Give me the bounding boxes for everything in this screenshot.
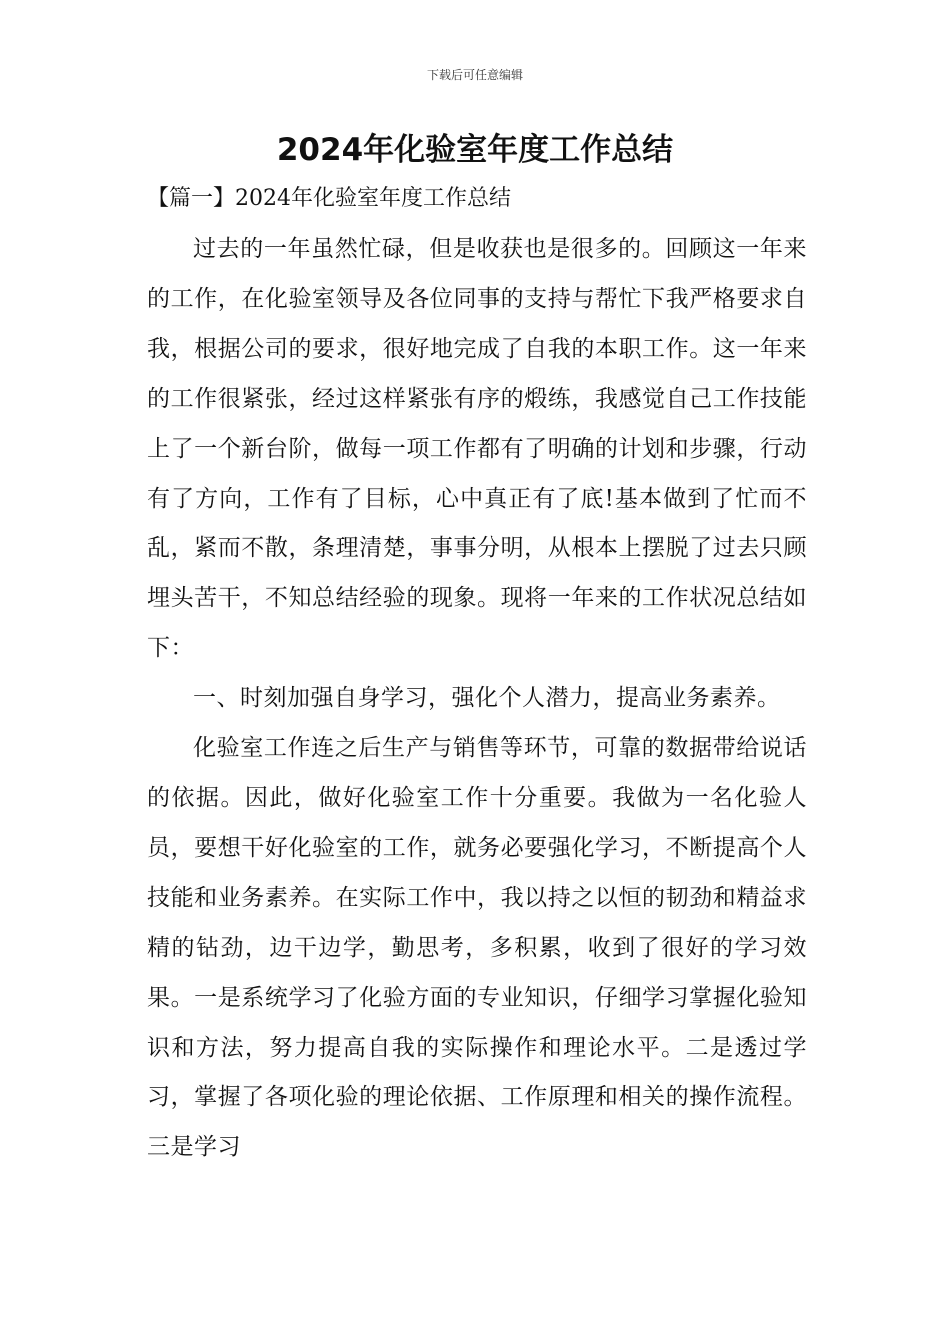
paragraph-study: 化验室工作连之后生产与销售等环节，可靠的数据带给说话的依据。因此，做好化验室工作十分重要。我做为一名化验人员，要想干好化验室的工作，就务必要强化学习，不断提高个人技能和业务素养。在实际工作中，我以持之以恒的韧劲和精益求精的钻劲，边干边学，勤思考，多积累，收到了很好的学习效果。一是系统学习了化验方面的专业知识，仔细学习掌握化验知识和方法，努力提高自我的实际操作和理论水平。二是透过学习，掌握了各项化验的理论依据、工作原理和相关的操作流程。三是学习: [147, 735, 807, 1161]
paragraph-intro: 过去的一年虽然忙碌，但是收获也是很多的。回顾这一年来的工作，在化验室领导及各位同事的支持与帮忙下我严格要求自我，根据公司的要求，很好地完成了自我的本职工作。这一年来的工作很紧张，经过这样紧张有序的煅练，我感觉自己工作技能上了一个新台阶，做每一项工作都有了明确的计划和步骤，行动有了方向，工作有了目标，心中真正有了底!基本做到了忙而不乱，紧而不散，条理清楚，事事分明，从根本上摆脱了过去只顾埋头苦干，不知总结经验的现象。现将一年来的工作状况总结如下：: [147, 236, 807, 662]
paragraph-point-one: 一、时刻加强自身学习，强化个人潜力，提高业务素养。: [193, 685, 781, 712]
header-note: 下载后可任意编辑: [426, 68, 523, 82]
body-text: [147, 225, 807, 1173]
document-title: 2024年化验室年度工作总结: [276, 132, 674, 168]
section-heading: 【篇一】2024年化验室年度工作总结: [147, 186, 511, 211]
